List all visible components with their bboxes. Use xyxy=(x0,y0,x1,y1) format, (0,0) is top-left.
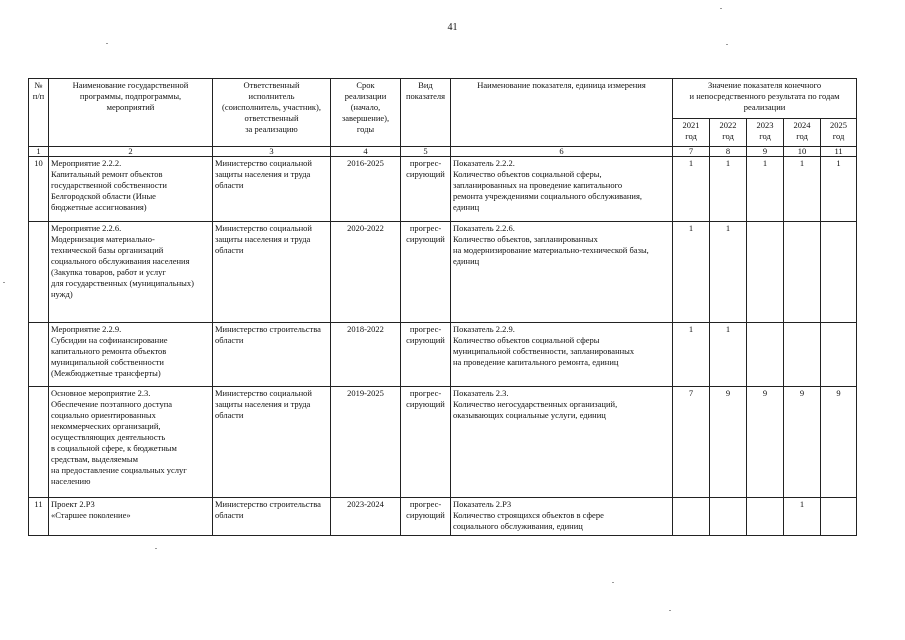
table-row xyxy=(29,157,857,222)
row-value: 9 xyxy=(710,387,747,498)
row-name: Основное мероприятие 2.3. Обеспечение поэтапного доступа социально ориентированных некоммерческих организаций, осуществляющих деятельность в социальной сфере, к бюджетным средствам, выделяемым на предоставление социальных услуг населению xyxy=(49,387,213,498)
row-name: Мероприятие 2.2.6. Модернизация материально- технической базы организаций социального обслуживания населения (Закупка товаров, работ и услуг для государственных (муниципальных) нужд) xyxy=(49,222,213,323)
column-number: 6 xyxy=(451,147,673,157)
row-value xyxy=(747,222,784,323)
column-number: 10 xyxy=(784,147,821,157)
row-indicator: Показатель 2.2.9. Количество объектов социальной сферы муниципальной собственности, запланированных на проведение капитального ремонта, единиц xyxy=(451,323,673,387)
row-indicator: Показатель 2.2.6. Количество объектов, запланированных на модернизирование материально-технической базы, единиц xyxy=(451,222,673,323)
header-name: Наименование государственной программы, подпрограммы, мероприятий xyxy=(49,79,213,147)
column-number: 9 xyxy=(747,147,784,157)
row-term: 2016-2025 xyxy=(331,157,401,222)
row-value xyxy=(747,498,784,536)
row-value: 1 xyxy=(673,323,710,387)
header-values: Значение показателя конечного и непосредственного результата по годам реализации xyxy=(673,79,857,119)
row-value: 1 xyxy=(710,323,747,387)
row-term: 2019-2025 xyxy=(331,387,401,498)
header-year: 2024 год xyxy=(784,119,821,147)
row-term: 2023-2024 xyxy=(331,498,401,536)
scan-speck xyxy=(155,548,157,549)
header-year: 2021 год xyxy=(673,119,710,147)
header-year: 2023 год xyxy=(747,119,784,147)
row-responsible: Министерство строительства области xyxy=(213,498,331,536)
row-value xyxy=(784,222,821,323)
row-responsible: Министерство социальной защиты населения и труда области xyxy=(213,387,331,498)
scan-speck xyxy=(669,610,671,611)
column-number: 7 xyxy=(673,147,710,157)
row-value: 1 xyxy=(710,157,747,222)
table-row xyxy=(29,323,857,387)
row-value: 9 xyxy=(784,387,821,498)
row-name: Мероприятие 2.2.9. Субсидии на софинансирование капитального ремонта объектов муниципальной собственности (Межбюджетные трансферты) xyxy=(49,323,213,387)
column-number: 3 xyxy=(213,147,331,157)
row-term: 2018-2022 xyxy=(331,323,401,387)
row-indicator: Показатель 2.3. Количество негосударственных организаций, оказывающих социальные услуги, единиц xyxy=(451,387,673,498)
header-year: 2022 год xyxy=(710,119,747,147)
row-type: прогрес- сирующий xyxy=(401,222,451,323)
header-num: № п/п xyxy=(29,79,49,147)
scan-speck xyxy=(106,43,108,44)
row-indicator: Показатель 2.2.2. Количество объектов социальной сферы, запланированных на проведение капитального ремонта учреждениями социального обслуживания, единиц xyxy=(451,157,673,222)
column-number: 8 xyxy=(710,147,747,157)
row-value xyxy=(821,222,857,323)
row-value xyxy=(710,498,747,536)
column-number: 11 xyxy=(821,147,857,157)
row-name: Мероприятие 2.2.2. Капитальный ремонт объектов государственной собственности Белгородской области (Иные бюджетные ассигнования) xyxy=(49,157,213,222)
row-type: прогрес- сирующий xyxy=(401,323,451,387)
scan-speck xyxy=(726,44,728,45)
row-num xyxy=(29,222,49,323)
row-responsible: Министерство строительства области xyxy=(213,323,331,387)
header-indicator: Наименование показателя, единица измерения xyxy=(451,79,673,147)
page-number: 41 xyxy=(447,22,458,33)
row-value: 1 xyxy=(821,157,857,222)
row-value xyxy=(747,323,784,387)
scan-speck xyxy=(720,8,722,9)
row-num xyxy=(29,323,49,387)
column-number: 5 xyxy=(401,147,451,157)
table-row xyxy=(29,498,857,536)
row-num: 10 xyxy=(29,157,49,222)
row-name: Проект 2.Р3 «Старшее поколение» xyxy=(49,498,213,536)
row-value: 1 xyxy=(747,157,784,222)
row-num: 11 xyxy=(29,498,49,536)
scan-speck xyxy=(612,582,614,583)
header-responsible: Ответственный исполнитель (соисполнитель, участник), ответственный за реализацию xyxy=(213,79,331,147)
row-term: 2020-2022 xyxy=(331,222,401,323)
column-number: 4 xyxy=(331,147,401,157)
column-number: 2 xyxy=(49,147,213,157)
row-value: 1 xyxy=(784,498,821,536)
row-value: 9 xyxy=(747,387,784,498)
header-year: 2025 год xyxy=(821,119,857,147)
row-value: 7 xyxy=(673,387,710,498)
table-row xyxy=(29,387,857,498)
row-value xyxy=(821,498,857,536)
column-number: 1 xyxy=(29,147,49,157)
header-term: Срок реализации (начало, завершение), годы xyxy=(331,79,401,147)
row-num xyxy=(29,387,49,498)
row-value xyxy=(784,323,821,387)
scan-speck xyxy=(3,282,5,283)
row-value: 1 xyxy=(673,222,710,323)
indicators-table xyxy=(28,78,857,536)
row-value: 9 xyxy=(821,387,857,498)
row-type: прогрес- сирующий xyxy=(401,498,451,536)
row-type: прогрес- сирующий xyxy=(401,387,451,498)
row-responsible: Министерство социальной защиты населения и труда области xyxy=(213,222,331,323)
header-type: Вид показателя xyxy=(401,79,451,147)
row-responsible: Министерство социальной защиты населения и труда области xyxy=(213,157,331,222)
row-value: 1 xyxy=(673,157,710,222)
row-value: 1 xyxy=(710,222,747,323)
table-row xyxy=(29,222,857,323)
row-value xyxy=(821,323,857,387)
row-type: прогрес- сирующий xyxy=(401,157,451,222)
row-value xyxy=(673,498,710,536)
row-value: 1 xyxy=(784,157,821,222)
row-indicator: Показатель 2.Р3 Количество строящихся объектов в сфере социального обслуживания, единиц xyxy=(451,498,673,536)
